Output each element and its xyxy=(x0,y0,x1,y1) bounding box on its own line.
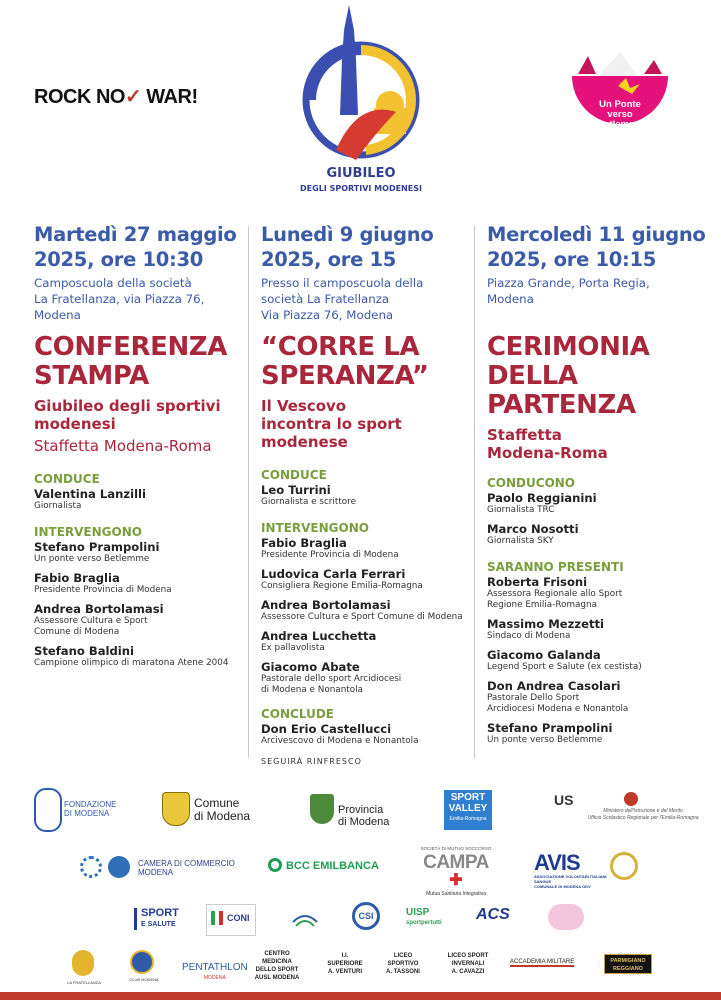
event-subtitle xyxy=(487,426,712,462)
bcc-emilbanca-logo: BCC EMILBANCA xyxy=(286,860,379,872)
subtitle-line: Modena-Roma xyxy=(487,444,608,462)
person xyxy=(34,487,239,512)
club-modena-logo: CLUB MODENA xyxy=(129,977,159,982)
sponsor-text: REGGIANO xyxy=(613,966,643,972)
sponsor-text: A. TASSONI xyxy=(386,969,420,975)
person-role: Sindaco di Modena xyxy=(487,631,571,641)
person-name: Don Andrea Casolari xyxy=(487,679,621,693)
place-line: Modena xyxy=(34,308,81,322)
sport-colorful-logo-icon xyxy=(548,904,584,930)
person xyxy=(261,567,466,592)
person-role: Ex pallavolista xyxy=(261,643,325,653)
event-place xyxy=(34,275,239,323)
guitar-icon: ✓ xyxy=(124,86,142,108)
place-line: società La Fratellanza xyxy=(261,292,390,306)
person-role: Giornalista xyxy=(34,501,82,511)
section-intervengono: INTERVENGONO xyxy=(261,521,369,535)
person xyxy=(261,629,466,654)
us-emblem-icon: US xyxy=(554,792,574,808)
headline-line: PARTENZA xyxy=(487,390,636,420)
ponte-line-2: verso xyxy=(607,109,633,120)
subtitle-line: modenesi xyxy=(34,415,116,433)
event-subtitle xyxy=(261,397,466,451)
event-column-corre-la-speranza xyxy=(261,222,466,766)
person xyxy=(487,617,712,642)
sponsor-text: COMUNALE DI MODENA ODV xyxy=(534,884,591,889)
section-conducono: CONDUCONO xyxy=(487,476,576,490)
sponsor-text: INVERNALI xyxy=(451,961,485,967)
sponsor-text: SPORT xyxy=(450,792,486,803)
fondazione-emblem-icon xyxy=(34,788,62,832)
person xyxy=(487,721,712,746)
venturi-logo xyxy=(322,952,368,976)
ponte-line-4: ODV xyxy=(612,130,628,137)
sponsor-text: FONDAZIONE xyxy=(64,800,117,809)
person-role: Giornalista SKY xyxy=(487,536,554,546)
person-name: Paolo Reggianini xyxy=(487,491,597,505)
avis-logo: AVIS xyxy=(534,850,580,875)
person xyxy=(261,660,466,696)
place-line: Camposcuola della società xyxy=(34,276,192,290)
event-subtitle xyxy=(34,397,239,433)
person-role: Assessore Cultura e Sport xyxy=(34,616,148,626)
bcc-icon xyxy=(268,858,282,872)
headline-line: CERIMONIA xyxy=(487,332,650,362)
person-name: Andrea Bortolamasi xyxy=(34,602,164,616)
sponsor-text: Ministero dell'Istruzione e del Merito xyxy=(603,808,683,814)
event-place xyxy=(261,275,466,323)
sponsor-text: di Modena xyxy=(338,816,390,828)
place-line: Piazza Grande, Porta Regia, xyxy=(487,276,650,290)
provincia-di-modena-logo xyxy=(338,804,389,828)
comune-di-modena-logo xyxy=(194,797,250,823)
sponsor-text: DELLO SPORT xyxy=(255,967,299,973)
avis-subtitle xyxy=(534,874,616,889)
person xyxy=(34,571,239,596)
section-conduce: CONDUCE xyxy=(34,472,100,486)
rock-war-text: WAR! xyxy=(146,86,198,108)
subtitle-line: modenese xyxy=(261,433,348,451)
tassoni-logo xyxy=(380,952,426,976)
acs-logo: ACS xyxy=(476,906,510,923)
sponsor-text: SPORT xyxy=(141,907,179,919)
person xyxy=(261,722,466,747)
sponsor-text: A. CAVAZZI xyxy=(451,969,485,975)
person-name: Don Erio Castellucci xyxy=(261,722,392,736)
event-subtitle-2: Staffetta Modena-Roma xyxy=(34,437,212,455)
sponsor-text: LICEO SPORT xyxy=(447,953,489,959)
pentathlon-modena-logo xyxy=(182,962,248,984)
subtitle-line: Staffetta xyxy=(487,426,562,444)
event-date-line-2: 2025, ore 10:30 xyxy=(34,248,204,271)
person-name: Giacomo Galanda xyxy=(487,648,601,662)
sponsor-text: sportpertutti xyxy=(406,920,442,926)
person-name: Fabio Braglia xyxy=(261,536,347,550)
person xyxy=(34,602,239,638)
person-name: Leo Turrini xyxy=(261,483,331,497)
column-divider xyxy=(474,226,475,758)
giubileo-title: GIUBILEO xyxy=(326,166,396,181)
italian-flag-icon xyxy=(211,911,223,925)
person xyxy=(487,522,712,547)
cavazzi-logo xyxy=(440,952,496,976)
sponsor-text: E SALUTE xyxy=(141,921,176,928)
person xyxy=(487,648,712,673)
person-name: Stefano Prampolini xyxy=(487,721,613,735)
uisp-logo xyxy=(406,908,442,928)
column-divider xyxy=(248,226,249,758)
section-conclude: CONCLUDE xyxy=(261,707,334,721)
person-role: Giornalista TRC xyxy=(487,505,555,515)
person-name: Andrea Bortolamasi xyxy=(261,598,391,612)
sponsor-text: MODENA xyxy=(203,975,226,981)
section-saranno-presenti: SARANNO PRESENTI xyxy=(487,560,624,574)
event-date-line-1: Mercoledì 11 giugno xyxy=(487,223,706,246)
person-role: Presidente Provincia di Modena xyxy=(34,585,172,595)
accademia-militare-logo: ACCADEMIA MILITARE xyxy=(510,959,575,965)
person xyxy=(261,536,466,561)
sponsor-text: Comune xyxy=(194,796,240,810)
person-role: di Modena e Nonantola xyxy=(261,685,363,695)
event-headline xyxy=(261,333,466,391)
sponsor-text: PARMIGIANO xyxy=(610,958,646,964)
person xyxy=(261,598,466,623)
headline-line: CONFERENZA xyxy=(34,332,227,362)
place-line: Presso il camposcuola della xyxy=(261,276,424,290)
sponsor-text: VALLEY xyxy=(448,803,488,814)
ministero-logo xyxy=(578,808,708,822)
rock-no-text: ROCK NO xyxy=(34,86,125,108)
sponsor-text: di Modena xyxy=(194,809,251,823)
ponte-line-3: Betlemme xyxy=(597,119,643,130)
person-name: Ludovica Carla Ferrari xyxy=(261,567,406,581)
sponsor-text: I.I. xyxy=(341,953,349,959)
coni-logo xyxy=(206,904,256,936)
club-modena-emblem-icon xyxy=(130,950,154,974)
sponsor-text: MEDICINA xyxy=(262,959,292,965)
event-date-line-1: Lunedì 9 giugno xyxy=(261,223,434,246)
person-role: Giornalista e scrittore xyxy=(261,497,356,507)
person-name: Roberta Frisoni xyxy=(487,575,588,589)
person xyxy=(34,540,239,565)
provincia-shield-icon xyxy=(310,794,334,824)
sponsor-text: SPORTIVO xyxy=(387,961,419,967)
person xyxy=(34,644,239,669)
section-conduce: CONDUCE xyxy=(261,468,327,482)
person-role: Un ponte verso Betlemme xyxy=(34,554,150,564)
headline-line: “CORRE LA xyxy=(261,332,420,362)
person-role: Campione olimpico di maratona Atene 2004 xyxy=(34,658,229,668)
campa-top-text: SOCIETÀ DI MUTUO SOCCORSO xyxy=(420,846,492,851)
sponsor-text: MODENA xyxy=(138,868,174,877)
person-role: Pastorale Dello Sport xyxy=(487,693,580,703)
place-line: Modena xyxy=(487,292,534,306)
campa-subtitle: Mutua Sanitaria Integrativa xyxy=(426,891,486,897)
la-fratellanza-logo: LA FRATELLANZA xyxy=(67,980,101,985)
sponsor-text: AUSL MODENA xyxy=(254,975,300,981)
person-name: Andrea Lucchetta xyxy=(261,629,377,643)
person-role: Un ponte verso Betlemme xyxy=(487,735,603,745)
subtitle-line: Giubileo degli sportivi xyxy=(34,397,221,415)
sponsor-text: UISP xyxy=(406,907,430,918)
person-role: Assessora Regionale allo Sport xyxy=(487,589,623,599)
person-name: Giacomo Abate xyxy=(261,660,360,674)
sponsor-text: LICEO xyxy=(393,953,413,959)
la-fratellanza-emblem-icon xyxy=(72,950,94,976)
event-column-conferenza xyxy=(34,222,239,669)
person-role: Arcivescovo di Modena e Nonantola xyxy=(261,736,419,746)
sponsor-text: DI MODENA xyxy=(64,809,110,818)
bottom-accent-bar xyxy=(0,992,721,1000)
sponsor-text: CAMERA DI COMMERCIO xyxy=(138,859,235,868)
sponsor-text: Ufficio Scolastico Regionale per l'Emilia-Romagna xyxy=(587,815,699,821)
person-role: Consigliera Regione Emilia-Romagna xyxy=(261,581,423,591)
centro-medicina-sport-logo xyxy=(252,950,302,982)
event-date-line-1: Martedì 27 maggio xyxy=(34,223,237,246)
camera-commercio-flower-icon xyxy=(80,856,102,878)
un-ponte-verso-betlemme-logo xyxy=(568,48,672,144)
sponsor-text: Emilia-Romagna xyxy=(449,816,487,822)
person-role: Legend Sport e Salute (ex cestista) xyxy=(487,662,642,672)
person-role: Regione Emilia-Romagna xyxy=(487,600,597,610)
event-date-line-2: 2025, ore 10:15 xyxy=(487,248,657,271)
sponsor-text: SUPERIORE xyxy=(327,961,363,967)
sponsor-text: CONI xyxy=(227,913,250,923)
event-place xyxy=(487,275,712,307)
event-date-line-2: 2025, ore 15 xyxy=(261,248,397,271)
person-name: Massimo Mezzetti xyxy=(487,617,605,631)
person-name: Valentina Lanzilli xyxy=(34,487,146,501)
person-name: Marco Nosotti xyxy=(487,522,579,536)
person-role: Assessore Cultura e Sport Comune di Modena xyxy=(261,612,463,622)
section-intervengono: INTERVENGONO xyxy=(34,525,142,539)
headline-line: DELLA xyxy=(487,361,578,391)
comune-shield-icon xyxy=(162,792,190,826)
camera-commercio-badge-icon xyxy=(108,856,130,878)
person-name: Stefano Prampolini xyxy=(34,540,160,554)
camera-di-commercio-logo xyxy=(138,859,235,877)
repubblica-emblem-icon xyxy=(624,792,638,806)
ponte-line-1: Un Ponte xyxy=(599,99,641,110)
person-role: Pastorale dello sport Arcidiocesi xyxy=(261,674,402,684)
person xyxy=(487,491,712,516)
person xyxy=(487,575,712,611)
rinfresco-note: SEGUIRÀ RINFRESCO xyxy=(261,757,362,766)
avis-anniversary-badge-icon xyxy=(610,852,638,880)
giubileo-subtitle: DEGLI SPORTIVI MODENESI xyxy=(300,184,422,193)
campa-cross-icon: ✚ xyxy=(449,872,463,889)
subtitle-line: Il Vescovo xyxy=(261,397,347,415)
campa-logo: CAMPA xyxy=(423,852,489,873)
person xyxy=(261,483,466,508)
event-headline xyxy=(487,333,712,420)
place-line: La Fratellanza, via Piazza 76, xyxy=(34,292,205,306)
subtitle-line: incontra lo sport xyxy=(261,415,402,433)
person-name: Stefano Baldini xyxy=(34,644,135,658)
person-role: Presidente Provincia di Modena xyxy=(261,550,399,560)
sponsor-text: ASSOCIAZIONE VOLONTARI ITALIANI SANGUE xyxy=(534,874,607,884)
sponsor-text: A. VENTURI xyxy=(327,969,362,975)
place-line: Via Piazza 76, Modena xyxy=(261,308,394,322)
headline-line: STAMPA xyxy=(34,361,149,391)
headline-line: SPERANZA” xyxy=(261,361,429,391)
event-column-cerimonia xyxy=(487,222,712,746)
paralimpico-logo-icon xyxy=(290,908,320,930)
sponsor-text: PENTATHLON xyxy=(182,962,248,973)
rock-no-war-logo xyxy=(34,84,198,109)
csi-logo: CSI xyxy=(352,902,380,930)
sport-valley-logo xyxy=(444,790,492,830)
sport-e-salute-logo xyxy=(134,908,179,930)
parmigiano-reggiano-logo xyxy=(604,954,652,974)
person xyxy=(487,679,712,715)
person-name: Fabio Braglia xyxy=(34,571,120,585)
event-headline xyxy=(34,333,239,391)
fondazione-di-modena-logo xyxy=(64,800,116,818)
sponsor-text: CENTRO xyxy=(264,951,290,957)
person-role: Comune di Modena xyxy=(34,627,120,637)
person-role: Arcidiocesi Modena e Nonantola xyxy=(487,704,629,714)
sponsor-text: Provincia xyxy=(338,804,384,816)
